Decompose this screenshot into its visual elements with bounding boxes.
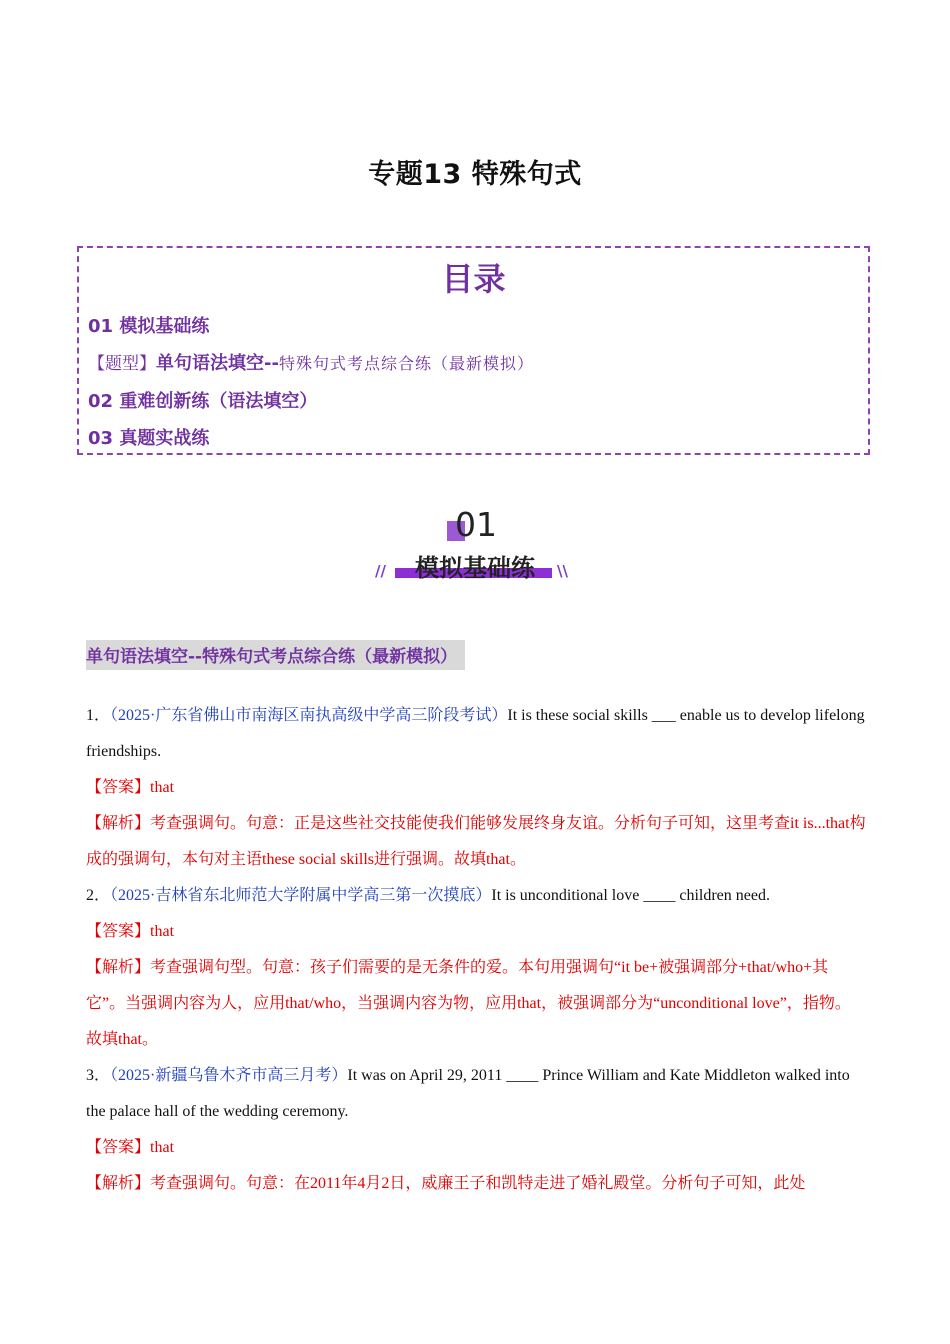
sub-heading: 单句语法填空--特殊句式考点综合练（最新模拟） [86,640,465,670]
toc-bracket-label: 【题型】 [88,354,156,374]
question-source: （2025·广东省佛山市南海区南执高级中学高三阶段考试） [110,707,508,724]
analysis-label: 【解析】 [86,1175,151,1192]
slash-left-decoration: // [375,562,386,580]
answer-value: that [150,923,175,940]
toc-rest-label: 特殊句式考点综合练（最新模拟） [278,354,534,373]
question-source: （2025·吉林省东北师范大学附属中学高三第一次摸底） [110,887,492,904]
toc-item-02[interactable]: 02 重难创新练（语法填空） [88,391,318,412]
answer-value: that [150,779,175,796]
analysis-text: 考查强调句型。句意：孩子们需要的是无条件的爱。本句用强调句“it be+被强调部分+that/who+其它”。当强调内容为人，应用that/who，当强调内容为物，应用that，被强调部分为“unconditional love”，指物。故填that。 [86,959,851,1048]
question-number: 3． [86,1067,111,1084]
question-3 [86,1058,866,1130]
toc-main-label: 单句语法填空-- [156,353,279,374]
question-source: （2025·新疆乌鲁木齐市高三月考） [110,1067,348,1084]
question-1 [86,698,866,770]
question-list [86,698,866,1202]
analysis-3 [86,1166,866,1202]
toc-heading: 目录 [441,260,506,298]
analysis-text: 考查强调句。句意：正是这些社交技能使我们能够发展终身友谊。分析句子可知，这里考查it is...that构成的强调句，本句对主语these social skills进行强调。故填that。 [86,815,866,868]
section-banner [375,505,575,590]
question-text: It was on April 29, 2011 ____ Prince William and Kate Middleton walked into the palace hall of the wedding ceremony. [86,1067,850,1120]
question-number: 1． [86,707,111,724]
analysis-label: 【解析】 [86,959,151,976]
answer-label: 【答案】 [86,1139,151,1156]
page-title: 专题13 特殊句式 [368,159,582,190]
answer-label: 【答案】 [86,779,151,796]
toc-item-question-type[interactable] [88,349,534,375]
answer-1 [86,770,866,806]
answer-value: that [150,1139,175,1156]
slash-right-decoration: \\ [557,562,568,580]
analysis-2 [86,950,866,1058]
analysis-1 [86,806,866,878]
answer-2 [86,914,866,950]
analysis-label: 【解析】 [86,815,151,832]
answer-label: 【答案】 [86,923,151,940]
section-number: 01 [455,505,497,544]
question-number: 2． [86,887,111,904]
question-text: It is unconditional love ____ children need. [491,887,770,904]
question-2 [86,878,866,914]
toc-item-01[interactable]: 01 模拟基础练 [88,316,210,337]
table-of-contents [77,246,870,455]
answer-3 [86,1130,866,1166]
section-label: 模拟基础练 [415,554,535,582]
analysis-text: 考查强调句。句意：在2011年4月2日，威廉王子和凯特走进了婚礼殿堂。分析句子可知，此处 [150,1175,806,1192]
toc-item-03[interactable]: 03 真题实战练 [88,428,210,449]
question-text: It is these social skills ___ enable us to develop lifelong friendships. [86,707,865,760]
